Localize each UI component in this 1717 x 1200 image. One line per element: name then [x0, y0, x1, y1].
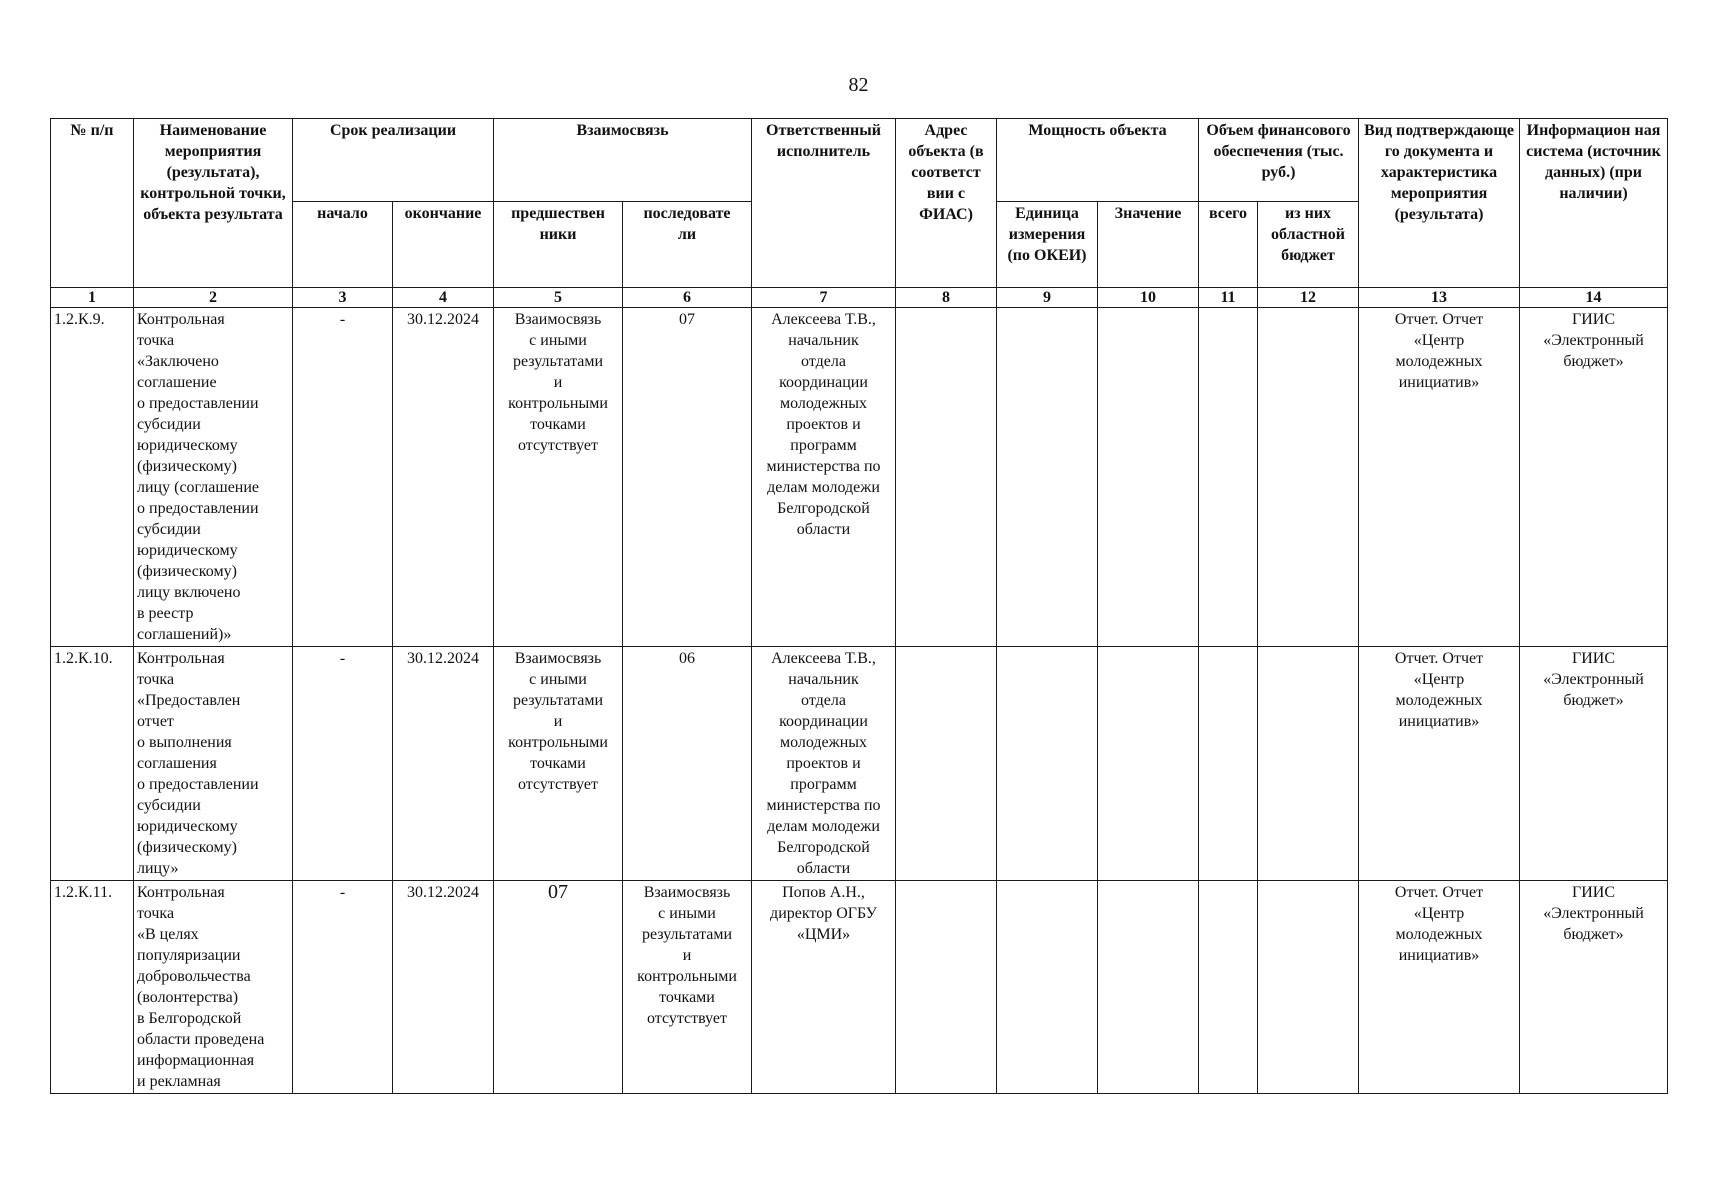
row-prev: 07 — [494, 881, 623, 1094]
header-responsible: Ответственный исполнитель — [752, 119, 896, 288]
header-term: Срок реализации — [293, 119, 494, 202]
header-cap-unit: Единица измерения (по ОКЕИ) — [997, 202, 1098, 288]
header-link-next: последовате ли — [623, 202, 752, 288]
column-number: 10 — [1098, 288, 1199, 308]
row-total — [1199, 881, 1258, 1094]
row-doc: Отчет. Отчет «Центр молодежных инициатив» — [1359, 647, 1520, 881]
header-doc: Вид подтверждающе го документа и характеристика мероприятия (результата) — [1359, 119, 1520, 288]
header-fin-regional: из них областной бюджет — [1258, 202, 1359, 288]
row-info: ГИИС «Электронный бюджет» — [1520, 647, 1668, 881]
row-end: 30.12.2024 — [393, 647, 494, 881]
row-address — [896, 647, 997, 881]
row-name: Контрольная точка «Предоставлен отчет о выполнения соглашения о предоставлении субсидии юридическому (физическому) лицу» — [134, 647, 293, 881]
row-regional — [1258, 308, 1359, 647]
row-address — [896, 881, 997, 1094]
row-responsible: Алексеева Т.В., начальник отдела координации молодежных проектов и программ министерства по делам молодежи Белгородской области — [752, 308, 896, 647]
row-total — [1199, 647, 1258, 881]
row-number: 1.2.К.9. — [51, 308, 134, 647]
header-name: Наименование мероприятия (результата), контрольной точки, объекта результата — [134, 119, 293, 288]
row-doc: Отчет. Отчет «Центр молодежных инициатив» — [1359, 881, 1520, 1094]
row-regional — [1258, 647, 1359, 881]
activities-table — [50, 118, 1668, 1094]
row-prev: Взаимосвязь с иными результатами и контрольными точками отсутствует — [494, 647, 623, 881]
row-start: - — [293, 308, 393, 647]
column-number: 5 — [494, 288, 623, 308]
row-next: 06 — [623, 647, 752, 881]
row-unit — [997, 308, 1098, 647]
header-term-start: начало — [293, 202, 393, 288]
row-number: 1.2.К.11. — [51, 881, 134, 1094]
row-start: - — [293, 881, 393, 1094]
header-row-top — [51, 119, 1668, 202]
header-capacity: Мощность объекта — [997, 119, 1199, 202]
row-unit — [997, 881, 1098, 1094]
header-address: Адрес объекта (в соответст вии с ФИАС) — [896, 119, 997, 288]
page-number: 82 — [848, 74, 869, 96]
column-number: 2 — [134, 288, 293, 308]
row-next: Взаимосвязь с иными результатами и контрольными точками отсутствует — [623, 881, 752, 1094]
column-number: 11 — [1199, 288, 1258, 308]
table-row — [51, 308, 1668, 647]
row-prev: Взаимосвязь с иными результатами и контрольными точками отсутствует — [494, 308, 623, 647]
table-row — [51, 881, 1668, 1094]
row-address — [896, 308, 997, 647]
row-value — [1098, 647, 1199, 881]
header-cap-value: Значение — [1098, 202, 1199, 288]
column-number: 13 — [1359, 288, 1520, 308]
row-start: - — [293, 647, 393, 881]
header-term-end: окончание — [393, 202, 494, 288]
column-number: 1 — [51, 288, 134, 308]
row-value — [1098, 881, 1199, 1094]
row-info: ГИИС «Электронный бюджет» — [1520, 308, 1668, 647]
header-info: Информацион ная система (источник данных) (при наличии) — [1520, 119, 1668, 288]
header-link-prev: предшествен ники — [494, 202, 623, 288]
row-unit — [997, 647, 1098, 881]
column-number: 14 — [1520, 288, 1668, 308]
row-name: Контрольная точка «В целях популяризации добровольчества (волонтерства) в Белгородской области проведена информационная и рекламная — [134, 881, 293, 1094]
header-finance: Объем финансового обеспечения (тыс. руб.) — [1199, 119, 1359, 202]
column-number: 3 — [293, 288, 393, 308]
column-number: 6 — [623, 288, 752, 308]
column-number: 7 — [752, 288, 896, 308]
row-number: 1.2.К.10. — [51, 647, 134, 881]
row-value — [1098, 308, 1199, 647]
row-doc: Отчет. Отчет «Центр молодежных инициатив» — [1359, 308, 1520, 647]
header-fin-total: всего — [1199, 202, 1258, 288]
row-responsible: Попов А.Н., директор ОГБУ «ЦМИ» — [752, 881, 896, 1094]
row-responsible: Алексеева Т.В., начальник отдела координации молодежных проектов и программ министерства по делам молодежи Белгородской области — [752, 647, 896, 881]
row-name: Контрольная точка «Заключено соглашение о предоставлении субсидии юридическому (физическому) лицу (соглашение о предоставлении субсидии юридическому (физическому) лицу включено в реестр соглашений)» — [134, 308, 293, 647]
row-end: 30.12.2024 — [393, 308, 494, 647]
column-number-row — [51, 288, 1668, 308]
row-regional — [1258, 881, 1359, 1094]
row-total — [1199, 308, 1258, 647]
row-end: 30.12.2024 — [393, 881, 494, 1094]
column-number: 8 — [896, 288, 997, 308]
header-num: № п/п — [51, 119, 134, 288]
row-info: ГИИС «Электронный бюджет» — [1520, 881, 1668, 1094]
header-link: Взаимосвязь — [494, 119, 752, 202]
column-number: 12 — [1258, 288, 1359, 308]
column-number: 9 — [997, 288, 1098, 308]
column-number: 4 — [393, 288, 494, 308]
table-row — [51, 647, 1668, 881]
row-next: 07 — [623, 308, 752, 647]
